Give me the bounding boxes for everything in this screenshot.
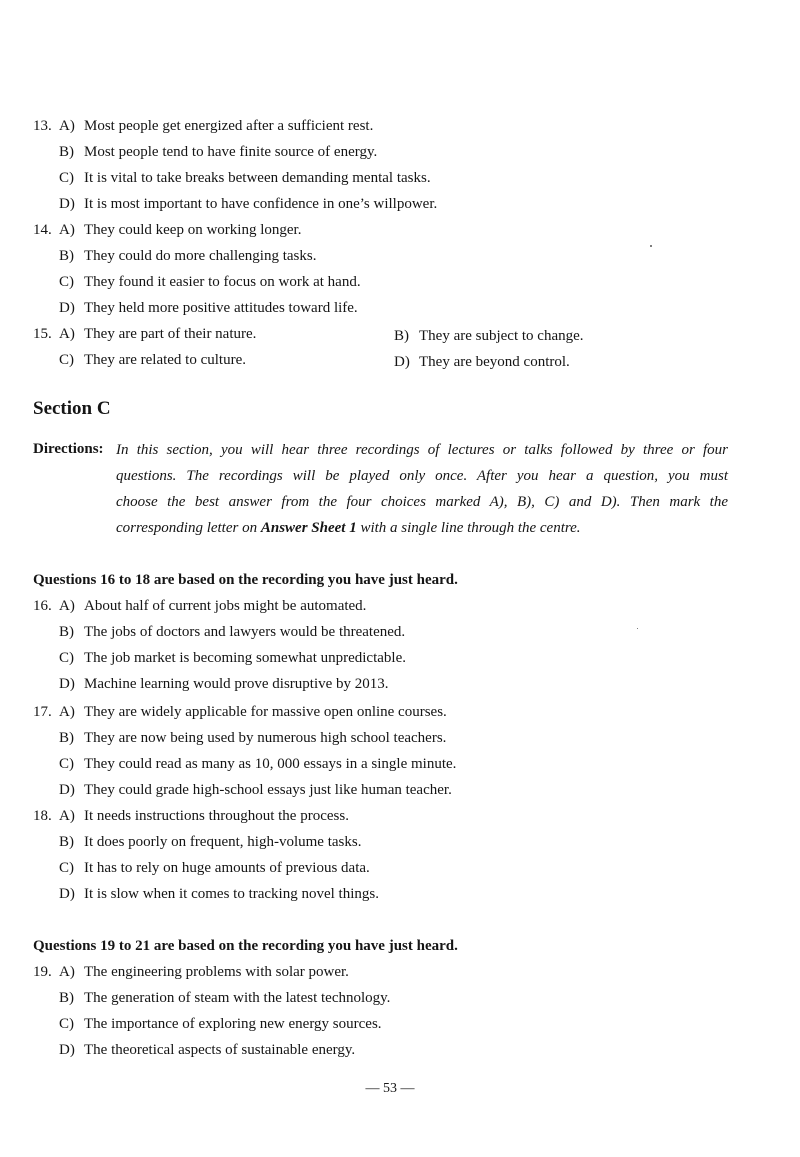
directions-text: with a single line through the centre.	[356, 520, 581, 536]
directions-line-4	[116, 519, 581, 537]
option-text: Machine learning would prove disruptive by 2013.	[84, 676, 389, 692]
option-text: Most people get energized after a sufficient rest.	[84, 118, 374, 134]
option-letter: D)	[59, 300, 75, 316]
option-letter: D)	[394, 354, 410, 370]
option-letter: A)	[59, 704, 75, 720]
option-text: They found it easier to focus on work at hand.	[84, 274, 361, 290]
questions-19-21-heading: Questions 19 to 21 are based on the recording you have just heard.	[33, 938, 458, 954]
section-title: Section C	[33, 398, 111, 419]
option-text: It is vital to take breaks between demanding mental tasks.	[84, 170, 431, 186]
question-number: 15.	[33, 326, 52, 342]
question-number: 19.	[33, 964, 52, 980]
option-text: The jobs of doctors and lawyers would be threatened.	[84, 624, 406, 640]
option-letter: C)	[59, 352, 74, 368]
option-letter: B)	[59, 730, 74, 746]
option-letter: B)	[59, 144, 74, 160]
option-text: Most people tend to have finite source of energy.	[84, 144, 378, 160]
option-text: The importance of exploring new energy sources.	[84, 1016, 382, 1032]
option-text: It needs instructions throughout the process.	[84, 808, 349, 824]
directions-text: corresponding letter on	[116, 520, 261, 536]
option-text: They could read as many as 10, 000 essays in a single minute.	[84, 756, 457, 772]
question-number: 13.	[33, 118, 52, 134]
option-letter: D)	[59, 676, 75, 692]
option-text: They are widely applicable for massive open online courses.	[84, 704, 447, 720]
scan-speck	[637, 628, 638, 629]
option-letter: B)	[394, 328, 409, 344]
option-text: They are now being used by numerous high school teachers.	[84, 730, 447, 746]
option-letter: D)	[59, 782, 75, 798]
directions-line-1: In this section, you will hear three recordings of lectures or talks followed by three or four	[116, 442, 728, 458]
option-letter: A)	[59, 118, 75, 134]
option-letter: C)	[59, 1016, 74, 1032]
option-text: It is most important to have confidence in one’s willpower.	[84, 196, 438, 212]
question-number: 16.	[33, 598, 52, 614]
questions-16-18-heading: Questions 16 to 18 are based on the recording you have just heard.	[33, 572, 458, 588]
option-text: They are beyond control.	[419, 354, 570, 370]
option-letter: C)	[59, 170, 74, 186]
option-text: It does poorly on frequent, high-volume tasks.	[84, 834, 362, 850]
option-letter: D)	[59, 196, 75, 212]
directions-line-3: choose the best answer from the four choices marked A), B), C) and D). Then mark the	[116, 494, 728, 510]
option-text: They are subject to change.	[419, 328, 584, 344]
option-text: It has to rely on huge amounts of previous data.	[84, 860, 370, 876]
option-letter: D)	[59, 886, 75, 902]
question-number: 17.	[33, 704, 52, 720]
question-number: 14.	[33, 222, 52, 238]
option-letter: B)	[59, 834, 74, 850]
option-text: The job market is becoming somewhat unpredictable.	[84, 650, 406, 666]
option-letter: C)	[59, 860, 74, 876]
answer-sheet-ref: Answer Sheet 1	[260, 520, 357, 536]
option-letter: C)	[59, 756, 74, 772]
option-letter: A)	[59, 222, 75, 238]
directions-line-2: questions. The recordings will be played only once. After you hear a question, you must	[116, 468, 728, 484]
option-text: They are related to culture.	[84, 352, 246, 368]
option-letter: C)	[59, 650, 74, 666]
option-text: They held more positive attitudes toward life.	[84, 300, 358, 316]
option-text: The generation of steam with the latest technology.	[84, 990, 391, 1006]
option-letter: D)	[59, 1042, 75, 1058]
directions-label: Directions:	[33, 441, 104, 457]
option-text: About half of current jobs might be automated.	[84, 598, 367, 614]
option-letter: A)	[59, 326, 75, 342]
option-letter: B)	[59, 248, 74, 264]
option-letter: A)	[59, 964, 75, 980]
option-text: It is slow when it comes to tracking novel things.	[84, 886, 379, 902]
option-text: They are part of their nature.	[84, 326, 257, 342]
option-letter: A)	[59, 808, 75, 824]
option-letter: A)	[59, 598, 75, 614]
option-text: The theoretical aspects of sustainable energy.	[84, 1042, 356, 1058]
option-text: They could grade high-school essays just like human teacher.	[84, 782, 452, 798]
option-letter: B)	[59, 624, 74, 640]
scan-speck	[650, 245, 652, 247]
option-text: The engineering problems with solar power.	[84, 964, 349, 980]
page-number: — 53 —	[365, 1081, 415, 1096]
option-text: They could keep on working longer.	[84, 222, 302, 238]
option-letter: B)	[59, 990, 74, 1006]
question-number: 18.	[33, 808, 52, 824]
option-text: They could do more challenging tasks.	[84, 248, 317, 264]
option-letter: C)	[59, 274, 74, 290]
